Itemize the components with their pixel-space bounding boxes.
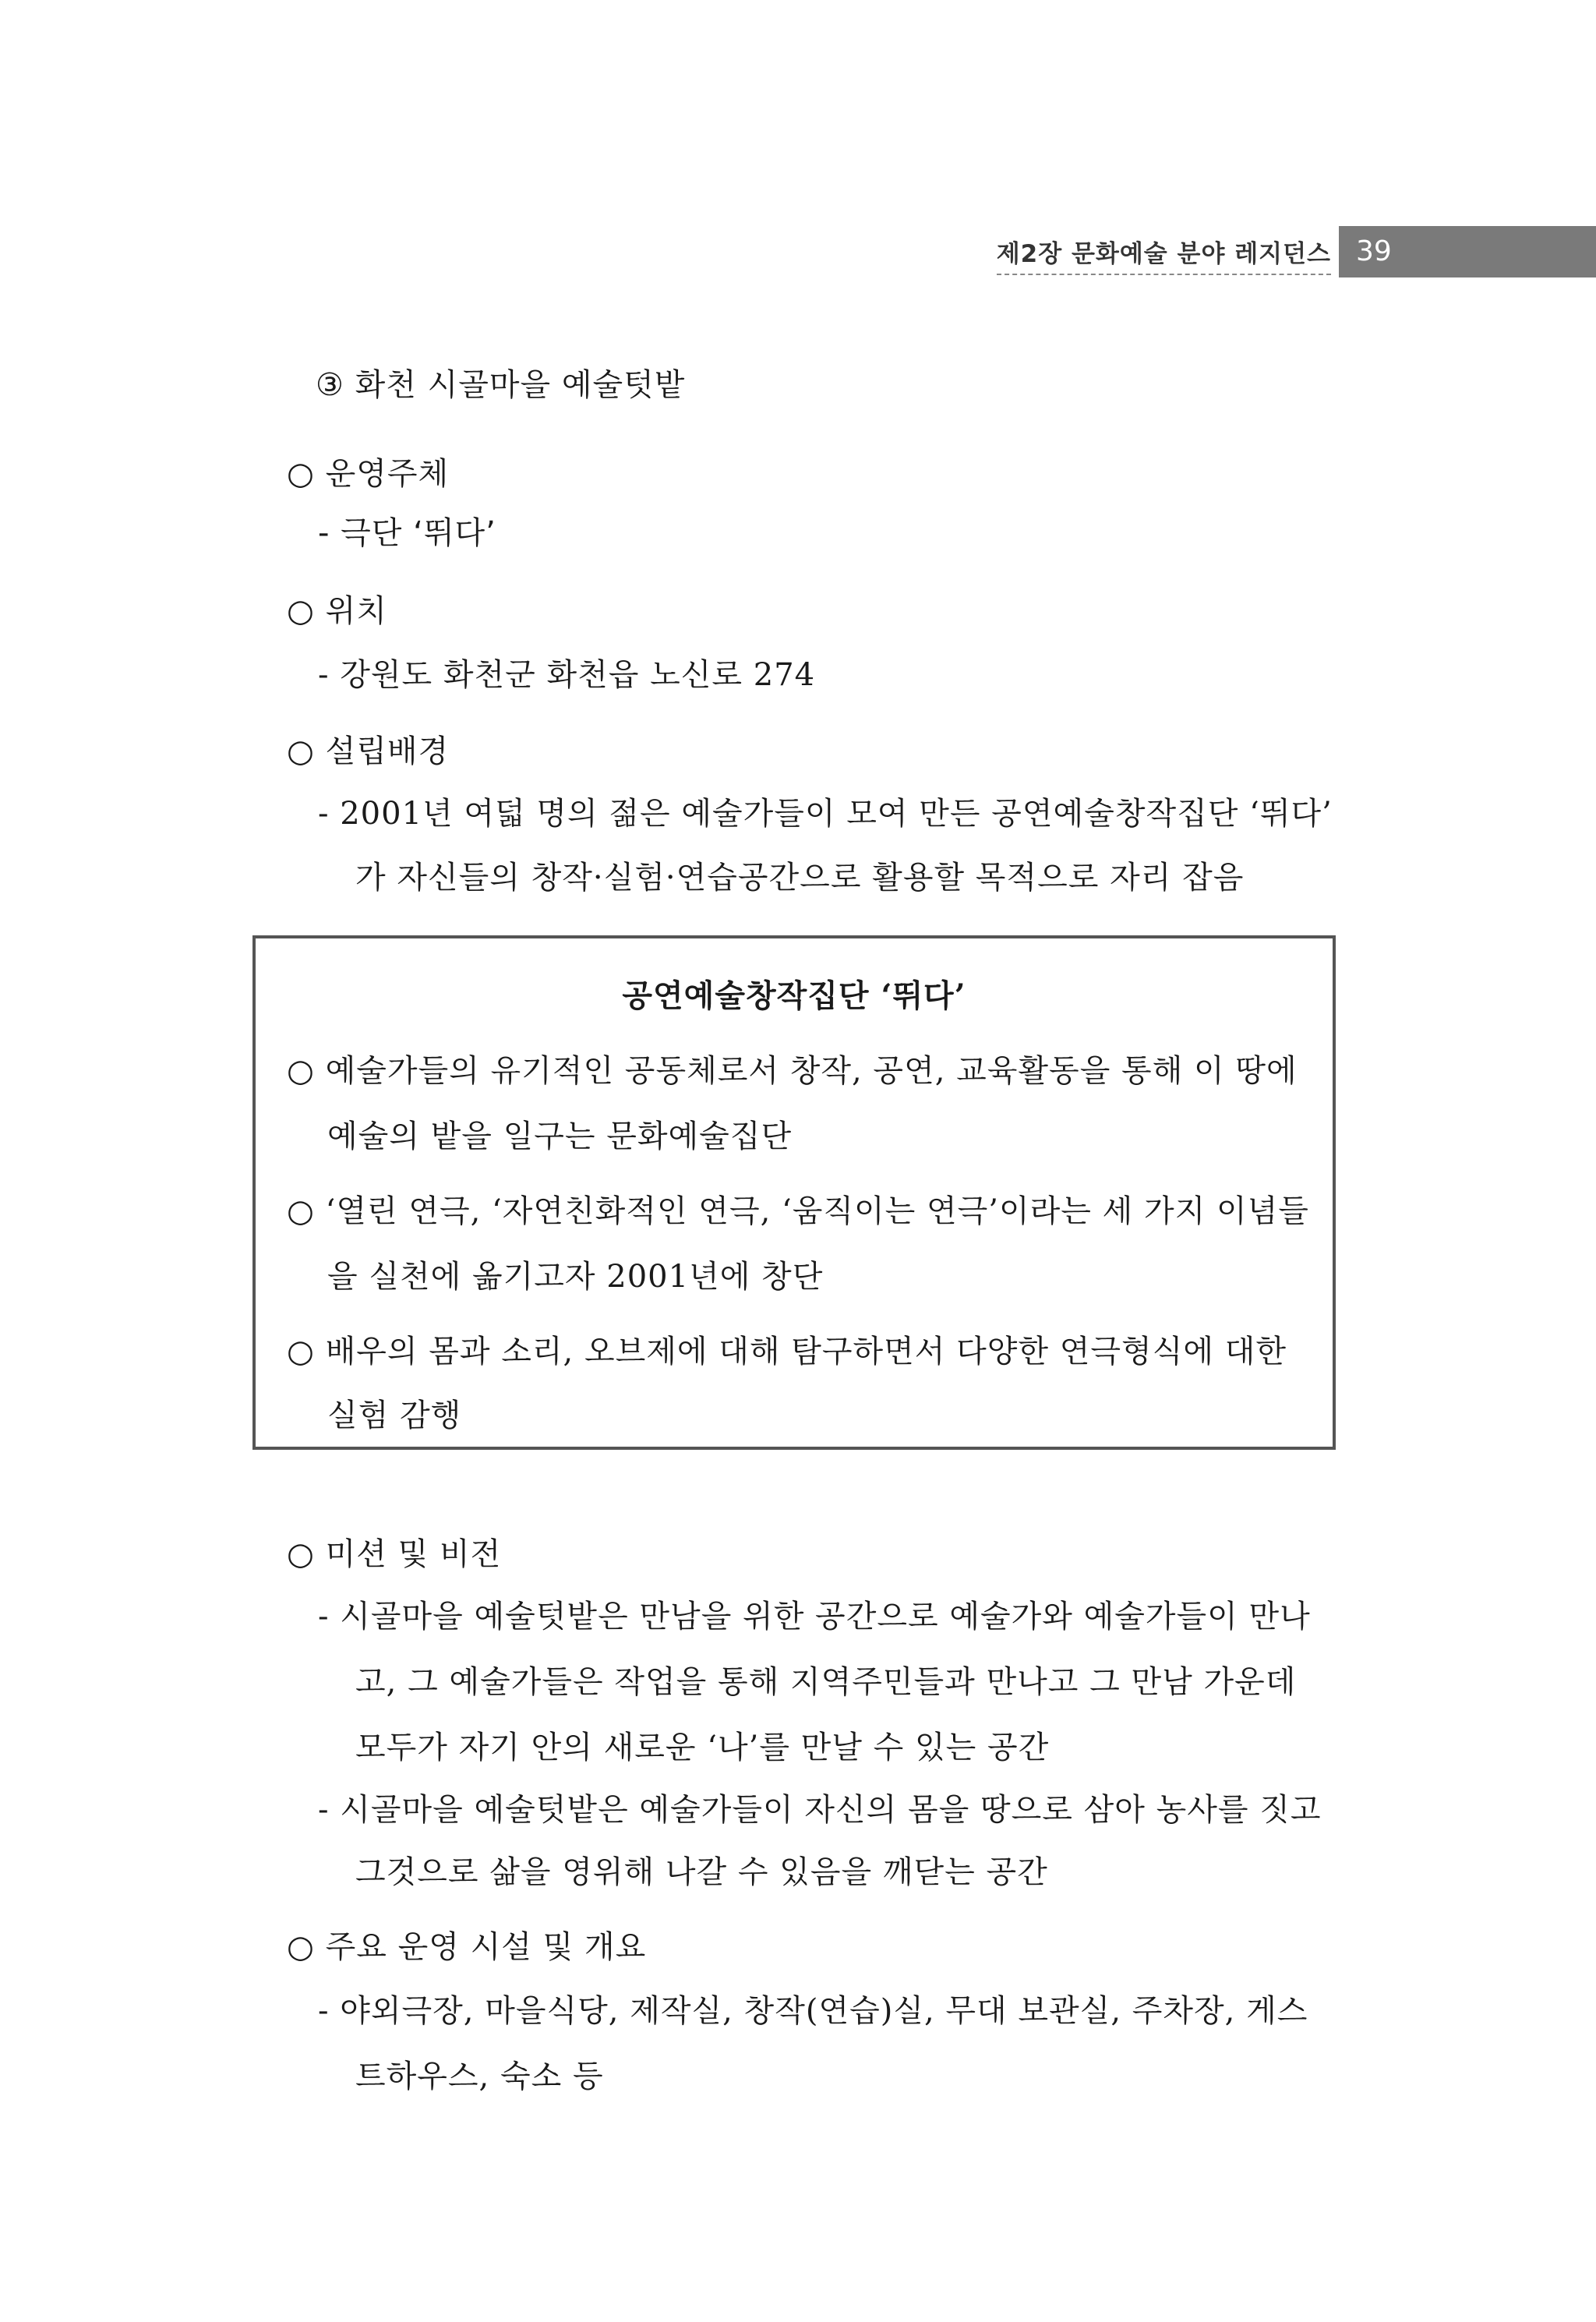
page-number-tab: 39 [1339,226,1596,277]
info-box-line: 예술의 밭을 일구는 문화예술집단 [327,1119,793,1154]
info-box-title: 공연예술창작집단 ‘뛰다’ [622,977,966,1014]
mission-item-line: 그것으로 삶을 영위해 나갈 수 있음을 깨닫는 공간 [355,1854,1048,1890]
background-item-line: 가 자신들의 창작·실험·연습공간으로 활용할 목적으로 자리 잡음 [355,860,1245,896]
mission-item-line: - 시골마을 예술텃밭은 만남을 위한 공간으로 예술가와 예술가들이 만나 [318,1599,1311,1635]
mission-item-line: - 시골마을 예술텃밭은 예술가들이 자신의 몸을 땅으로 삼아 농사를 짓고 [318,1792,1322,1828]
location-item: - 강원도 화천군 화천읍 노신로 274 [318,657,816,693]
chapter-header: 제2장 문화예술 분야 레지던스 [997,234,1331,275]
info-box-line: ○ ‘열린 연극, ‘자연친화적인 연극, ‘움직이는 연극’이라는 세 가지 이념들 [287,1193,1309,1229]
info-box-line: 을 실천에 옮기고자 2001년에 창단 [327,1259,824,1295]
operator-item: - 극단 ‘뛰다’ [318,515,496,551]
info-box [252,935,1336,1450]
facilities-item-line: 트하우스, 숙소 등 [355,2059,604,2094]
info-box-line: 실험 감행 [327,1398,462,1433]
background-item-line: - 2001년 여덟 명의 젊은 예술가들이 모여 만든 공연예술창작집단 ‘뛰다’ [318,796,1333,832]
info-box-line: ○ 배우의 몸과 소리, 오브제에 대해 탐구하면서 다양한 연극형식에 대한 [287,1334,1287,1370]
background-heading: ○ 설립배경 [287,733,450,769]
location-heading: ○ 위치 [287,593,387,629]
facilities-heading: ○ 주요 운영 시설 및 개요 [287,1929,647,1965]
mission-heading: ○ 미션 및 비전 [287,1536,502,1572]
info-box-line: ○ 예술가들의 유기적인 공동체로서 창작, 공연, 교육활동을 통해 이 땅에 [287,1053,1298,1089]
section-title: ③ 화천 시골마을 예술텃밭 [316,367,686,403]
operator-heading: ○ 운영주체 [287,456,450,492]
mission-item-line: 고, 그 예술가들은 작업을 통해 지역주민들과 만나고 그 만남 가운데 [355,1664,1297,1700]
facilities-item-line: - 야외극장, 마을식당, 제작실, 창작(연습)실, 무대 보관실, 주차장, 게스 [318,1993,1308,2029]
mission-item-line: 모두가 자기 안의 새로운 ‘나’를 만날 수 있는 공간 [355,1730,1050,1765]
